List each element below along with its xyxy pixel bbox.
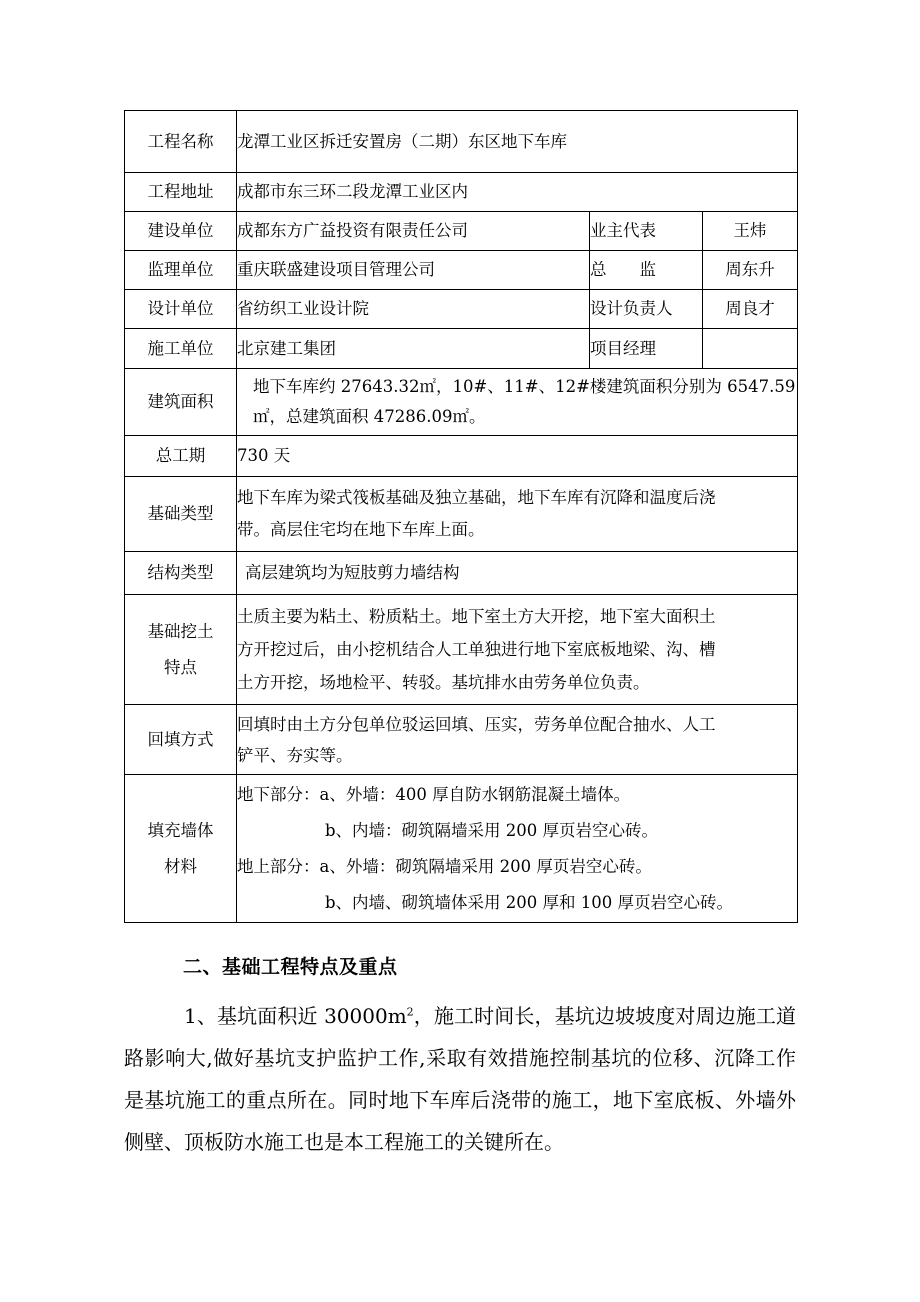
row-area — [125, 369, 798, 436]
para-rest: ，施工时间长，基坑边坡坡度对周边施工道路影响大,做好基坑支护监护工作,采取有效措施控制基坑的位移、沉降工作是基坑施工的重点所在。同时地下车库后浇带的施工，地下室底板、外墙外侧壁、顶板防水施工也是本工程施工的关键所在。 — [124, 1004, 796, 1154]
role-project-manager: 项目经理 — [590, 329, 703, 369]
label-designer: 设计单位 — [125, 290, 237, 329]
label-infill — [125, 775, 237, 923]
area-line-2: ㎡，总建筑面积 47286.09㎡。 — [253, 407, 486, 426]
excavation-line-1: 土质主要为粘土、粉质粘土。地下室土方大开挖，地下室大面积土 — [237, 607, 716, 626]
row-structure-type — [125, 552, 798, 595]
role-owner-rep: 业主代表 — [590, 212, 703, 251]
value-designer: 省纺织工业设计院 — [237, 290, 590, 329]
label-area: 建筑面积 — [125, 369, 237, 436]
value-structure-type: 高层建筑均为短肢剪力墙结构 — [237, 552, 798, 595]
area-line-1: 地下车库约 27643.32㎡，10#、11#、12#楼建筑面积分别为 6547.59 — [253, 377, 796, 396]
label-supervisor: 监理单位 — [125, 251, 237, 290]
excavation-line-3: 土方开挖，场地检平、转驳。基坑排水由劳务单位负责。 — [237, 673, 650, 692]
project-info-table — [124, 110, 798, 923]
label-foundation-type: 基础类型 — [125, 477, 237, 552]
para-start: 1、基坑面积近 30000m — [184, 1004, 407, 1028]
person-design-lead: 周良才 — [703, 290, 798, 329]
label-excavation — [125, 595, 237, 705]
person-project-manager — [703, 329, 798, 369]
infill-line-1: 地下部分：a、外墙：400 厚自防水钢筋混凝土墙体。 — [237, 784, 631, 804]
excavation-line-2: 方开挖过后，由小挖机结合人工单独进行地下室底板地梁、沟、槽 — [237, 640, 716, 659]
role-chief-supervisor: 总 监 — [590, 251, 703, 290]
value-area — [237, 369, 798, 436]
value-foundation-type — [237, 477, 798, 552]
backfill-line-1: 回填时由土方分包单位驳运回填、压实，劳务单位配合抽水、人工 — [237, 714, 716, 734]
foundation-type-line-2: 带。高层住宅均在地下车库上面。 — [237, 520, 485, 539]
section-paragraph — [124, 995, 796, 1163]
value-contractor: 北京建工集团 — [237, 329, 590, 369]
infill-line-3: 地上部分：a、外墙：砌筑隔墙采用 200 厚页岩空心砖。 — [237, 856, 652, 876]
label-project-address: 工程地址 — [125, 173, 237, 212]
row-project-address — [125, 173, 798, 212]
role-design-lead: 设计负责人 — [590, 290, 703, 329]
label-project-name: 工程名称 — [125, 111, 237, 173]
row-foundation-type — [125, 477, 798, 552]
label-contractor: 施工单位 — [125, 329, 237, 369]
label-backfill: 回填方式 — [125, 705, 237, 775]
value-project-address: 成都市东三环二段龙潭工业区内 — [237, 173, 798, 212]
value-excavation — [237, 595, 798, 705]
foundation-type-line-1: 地下车库为梁式筏板基础及独立基础，地下车库有沉降和温度后浇 — [237, 488, 716, 507]
section-heading: 二、基础工程特点及重点 — [183, 956, 398, 978]
row-supervisor — [125, 251, 798, 290]
value-infill — [237, 775, 798, 923]
person-owner-rep: 王炜 — [703, 212, 798, 251]
label-owner: 建设单位 — [125, 212, 237, 251]
para-superscript: 2 — [406, 1005, 414, 1019]
label-infill-line-2: 材料 — [164, 856, 197, 876]
row-excavation — [125, 595, 798, 705]
row-backfill — [125, 705, 798, 775]
value-duration: 730 天 — [237, 436, 798, 477]
label-excavation-line-2: 特点 — [164, 657, 197, 677]
infill-line-2: b、内墙：砌筑隔墙采用 200 厚页岩空心砖。 — [325, 820, 659, 840]
value-owner: 成都东方广益投资有限责任公司 — [237, 212, 590, 251]
value-project-name: 龙潭工业区拆迁安置房（二期）东区地下车库 — [237, 111, 798, 173]
label-structure-type: 结构类型 — [125, 552, 237, 595]
label-infill-line-1: 填充墙体 — [147, 820, 214, 840]
row-duration — [125, 436, 798, 477]
label-excavation-line-1: 基础挖土 — [147, 621, 214, 641]
person-chief-supervisor: 周东升 — [703, 251, 798, 290]
row-project-name — [125, 111, 798, 173]
row-owner — [125, 212, 798, 251]
row-contractor — [125, 329, 798, 369]
value-backfill — [237, 705, 798, 775]
value-supervisor: 重庆联盛建设项目管理公司 — [237, 251, 590, 290]
row-infill — [125, 775, 798, 923]
backfill-line-2: 铲平、夯实等。 — [237, 745, 353, 765]
infill-line-4: b、内墙、砌筑墙体采用 200 厚和 100 厚页岩空心砖。 — [325, 892, 734, 912]
label-duration: 总工期 — [125, 436, 237, 477]
row-designer — [125, 290, 798, 329]
